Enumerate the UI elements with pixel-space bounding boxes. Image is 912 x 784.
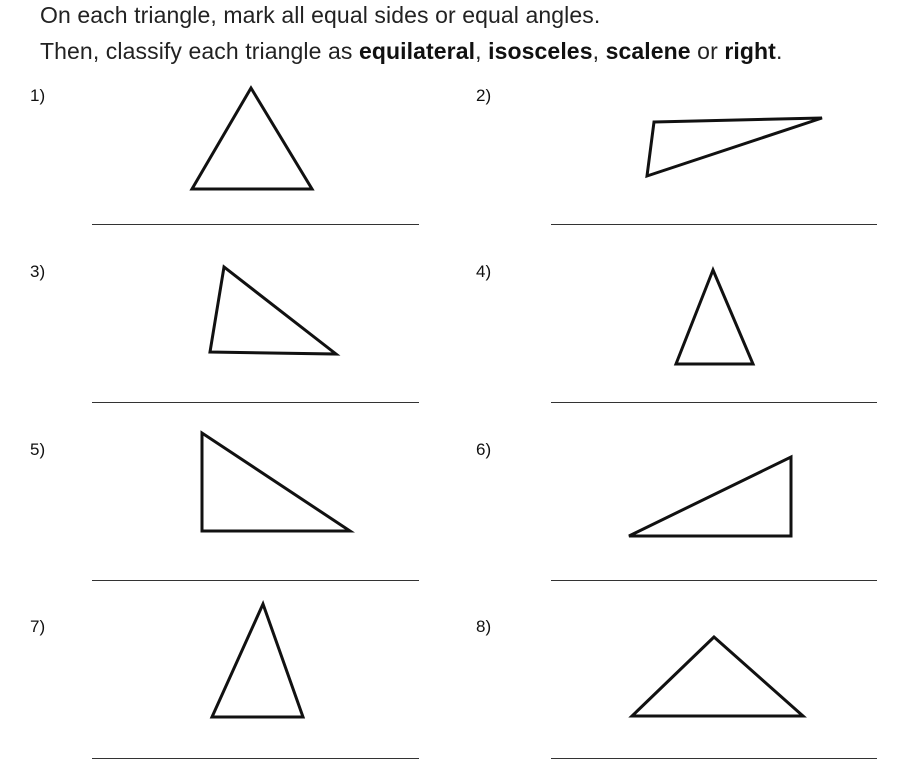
separator: , (592, 38, 606, 64)
triangle-3 (210, 267, 336, 354)
instruction-text: Then, classify each triangle as (40, 38, 359, 64)
answer-line-3[interactable] (92, 402, 419, 403)
triangle-1 (192, 88, 312, 189)
problem-number-7: 7) (30, 617, 46, 636)
answer-line-1[interactable] (92, 224, 419, 225)
problem-number-5: 5) (30, 440, 46, 459)
instruction-line-1: On each triangle, mark all equal sides or equal angles. (40, 2, 601, 28)
instruction-text: . (775, 38, 783, 64)
answer-line-7[interactable] (92, 758, 419, 759)
triangle-7 (212, 604, 303, 717)
answer-line-8[interactable] (551, 758, 877, 759)
term-scalene: scalene (605, 38, 691, 64)
answer-line-6[interactable] (551, 580, 877, 581)
answer-line-5[interactable] (92, 580, 419, 581)
triangle-8 (632, 637, 803, 716)
problem-number-2: 2) (476, 86, 492, 105)
problem-number-8: 8) (476, 617, 492, 636)
triangle-5 (202, 433, 350, 531)
problem-number-4: 4) (476, 262, 492, 281)
term-isosceles: isosceles (488, 38, 593, 64)
term-equilateral: equilateral (358, 38, 476, 64)
separator: , (475, 38, 489, 64)
triangle-4 (676, 270, 753, 364)
answer-line-2[interactable] (551, 224, 877, 225)
triangle-6 (629, 457, 791, 536)
term-right: right (724, 38, 776, 64)
instruction-text: or (690, 38, 725, 64)
triangle-2 (647, 118, 822, 176)
problem-number-3: 3) (30, 262, 46, 281)
problem-number-1: 1) (30, 86, 46, 105)
problem-number-6: 6) (476, 440, 492, 459)
answer-line-4[interactable] (551, 402, 877, 403)
